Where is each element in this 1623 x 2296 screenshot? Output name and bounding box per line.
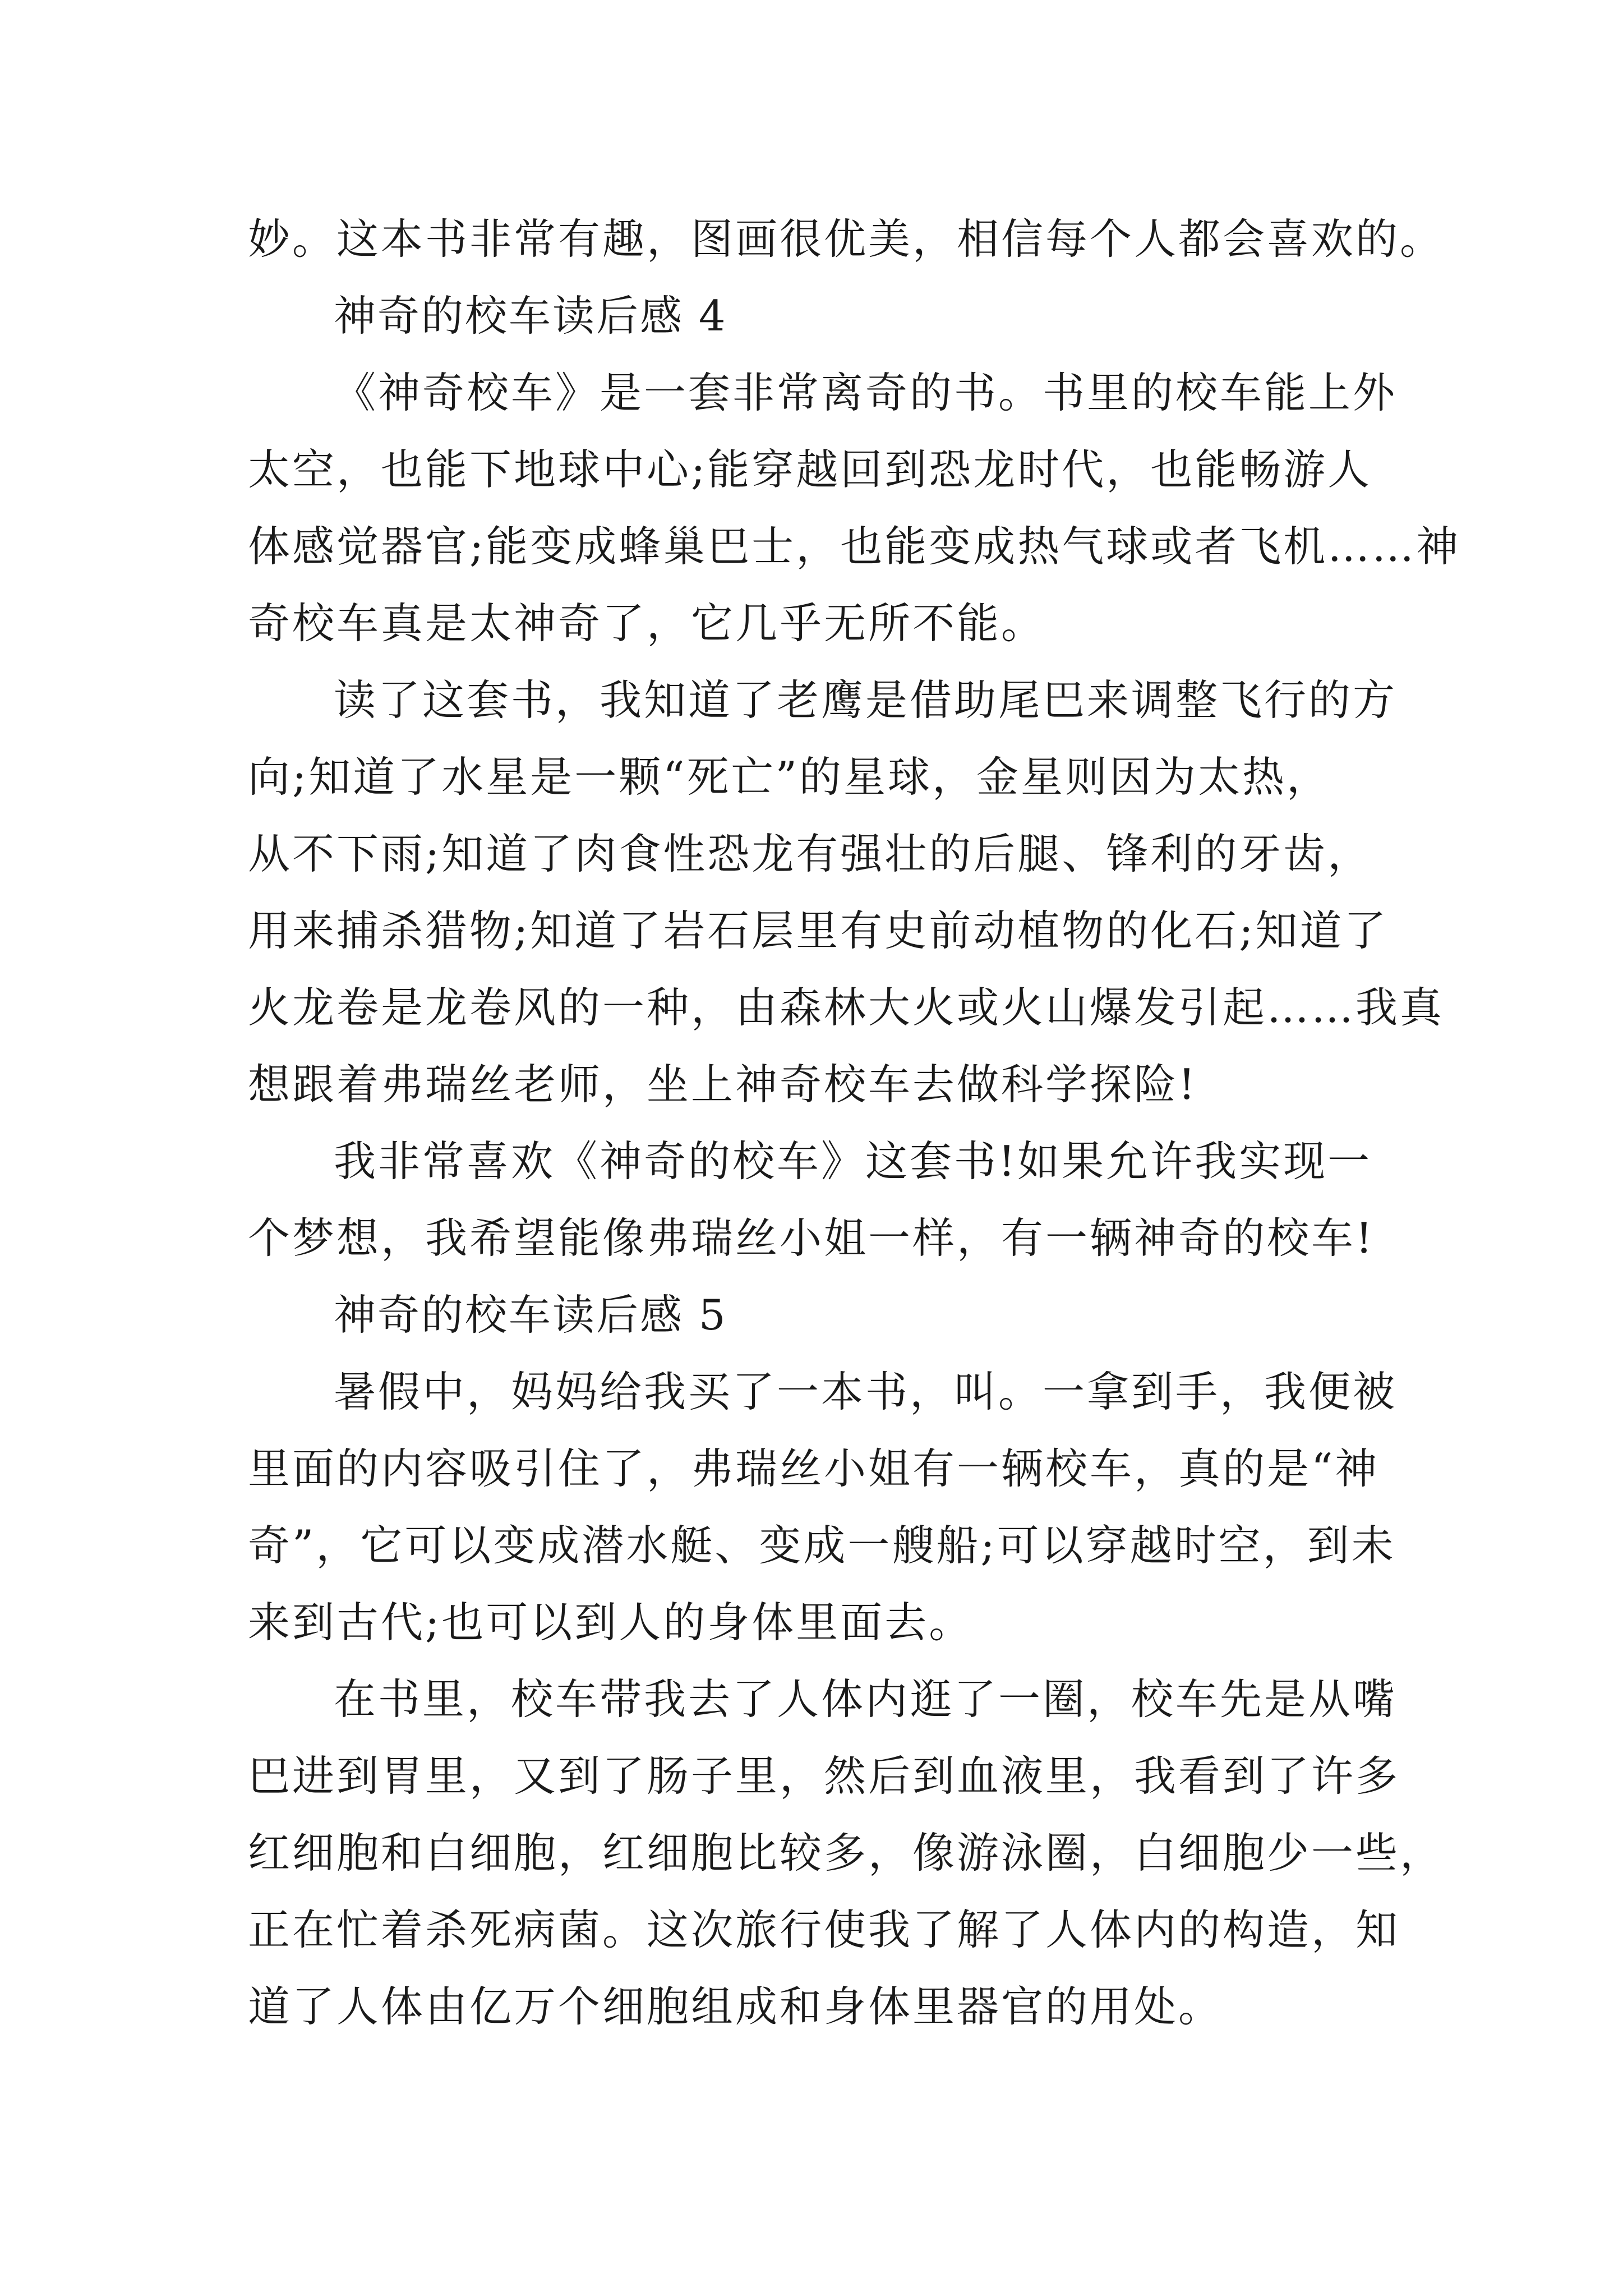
paragraph-first-line: 《神奇校车》是一套非常离奇的书。书里的校车能上外 [334, 368, 1398, 417]
paragraph-first-line: 在书里，校车带我去了人体内逛了一圈，校车先是从嘴 [334, 1674, 1398, 1724]
text-line: 正在忙着杀死病菌。这次旅行使我了解了人体内的构造，知 [248, 1905, 1400, 1954]
text-line: 妙。这本书非常有趣，图画很优美，相信每个人都会喜欢的。 [248, 214, 1445, 264]
document-body [248, 201, 1461, 2045]
text-line: 向;知道了水星是一颗“死亡”的星球，金星则因为太热， [248, 752, 1331, 802]
text-line: 巴进到胃里，又到了肠子里，然后到血液里，我看到了许多 [248, 1751, 1400, 1801]
text-line: 想跟着弗瑞丝老师，坐上神奇校车去做科学探险! [248, 1060, 1198, 1109]
text-line: 奇”，它可以变成潜水艇、变成一艘船;可以穿越时空，到未 [248, 1521, 1396, 1570]
text-line: 红细胞和白细胞，红细胞比较多，像游泳圈，白细胞少一些， [248, 1828, 1445, 1878]
text-line: 火龙卷是龙卷风的一种，由森林大火或火山爆发引起……我真 [248, 983, 1445, 1032]
section-heading: 神奇的校车读后感 4 [334, 291, 727, 341]
text-line: 个梦想，我希望能像弗瑞丝小姐一样，有一辆神奇的校车! [248, 1213, 1375, 1263]
text-line: 来到古代;也可以到人的身体里面去。 [248, 1598, 974, 1647]
text-line: 体感觉器官;能变成蜂巢巴士，也能变成热气球或者飞机……神 [248, 522, 1461, 571]
text-line: 奇校车真是太神奇了，它几乎无所不能。 [248, 599, 1046, 648]
section-heading: 神奇的校车读后感 5 [334, 1290, 727, 1340]
paragraph-first-line: 暑假中，妈妈给我买了一本书，叫。一拿到手，我便被 [334, 1367, 1398, 1416]
text-line: 太空，也能下地球中心;能穿越回到恐龙时代，也能畅游人 [248, 445, 1372, 494]
text-line: 道了人体由亿万个细胞组成和身体里器官的用处。 [248, 1982, 1223, 2031]
text-line: 用来捕杀猎物;知道了岩石层里有史前动植物的化石;知道了 [248, 906, 1389, 955]
text-line: 里面的内容吸引住了，弗瑞丝小姐有一辆校车，真的是“神 [248, 1444, 1380, 1493]
text-line: 从不下雨;知道了肉食性恐龙有强壮的后腿、锋利的牙齿， [248, 829, 1372, 878]
paragraph-first-line: 我非常喜欢《神奇的校车》这套书!如果允许我实现一 [334, 1137, 1372, 1186]
paragraph-first-line: 读了这套书，我知道了老鹰是借助尾巴来调整飞行的方 [334, 675, 1398, 725]
